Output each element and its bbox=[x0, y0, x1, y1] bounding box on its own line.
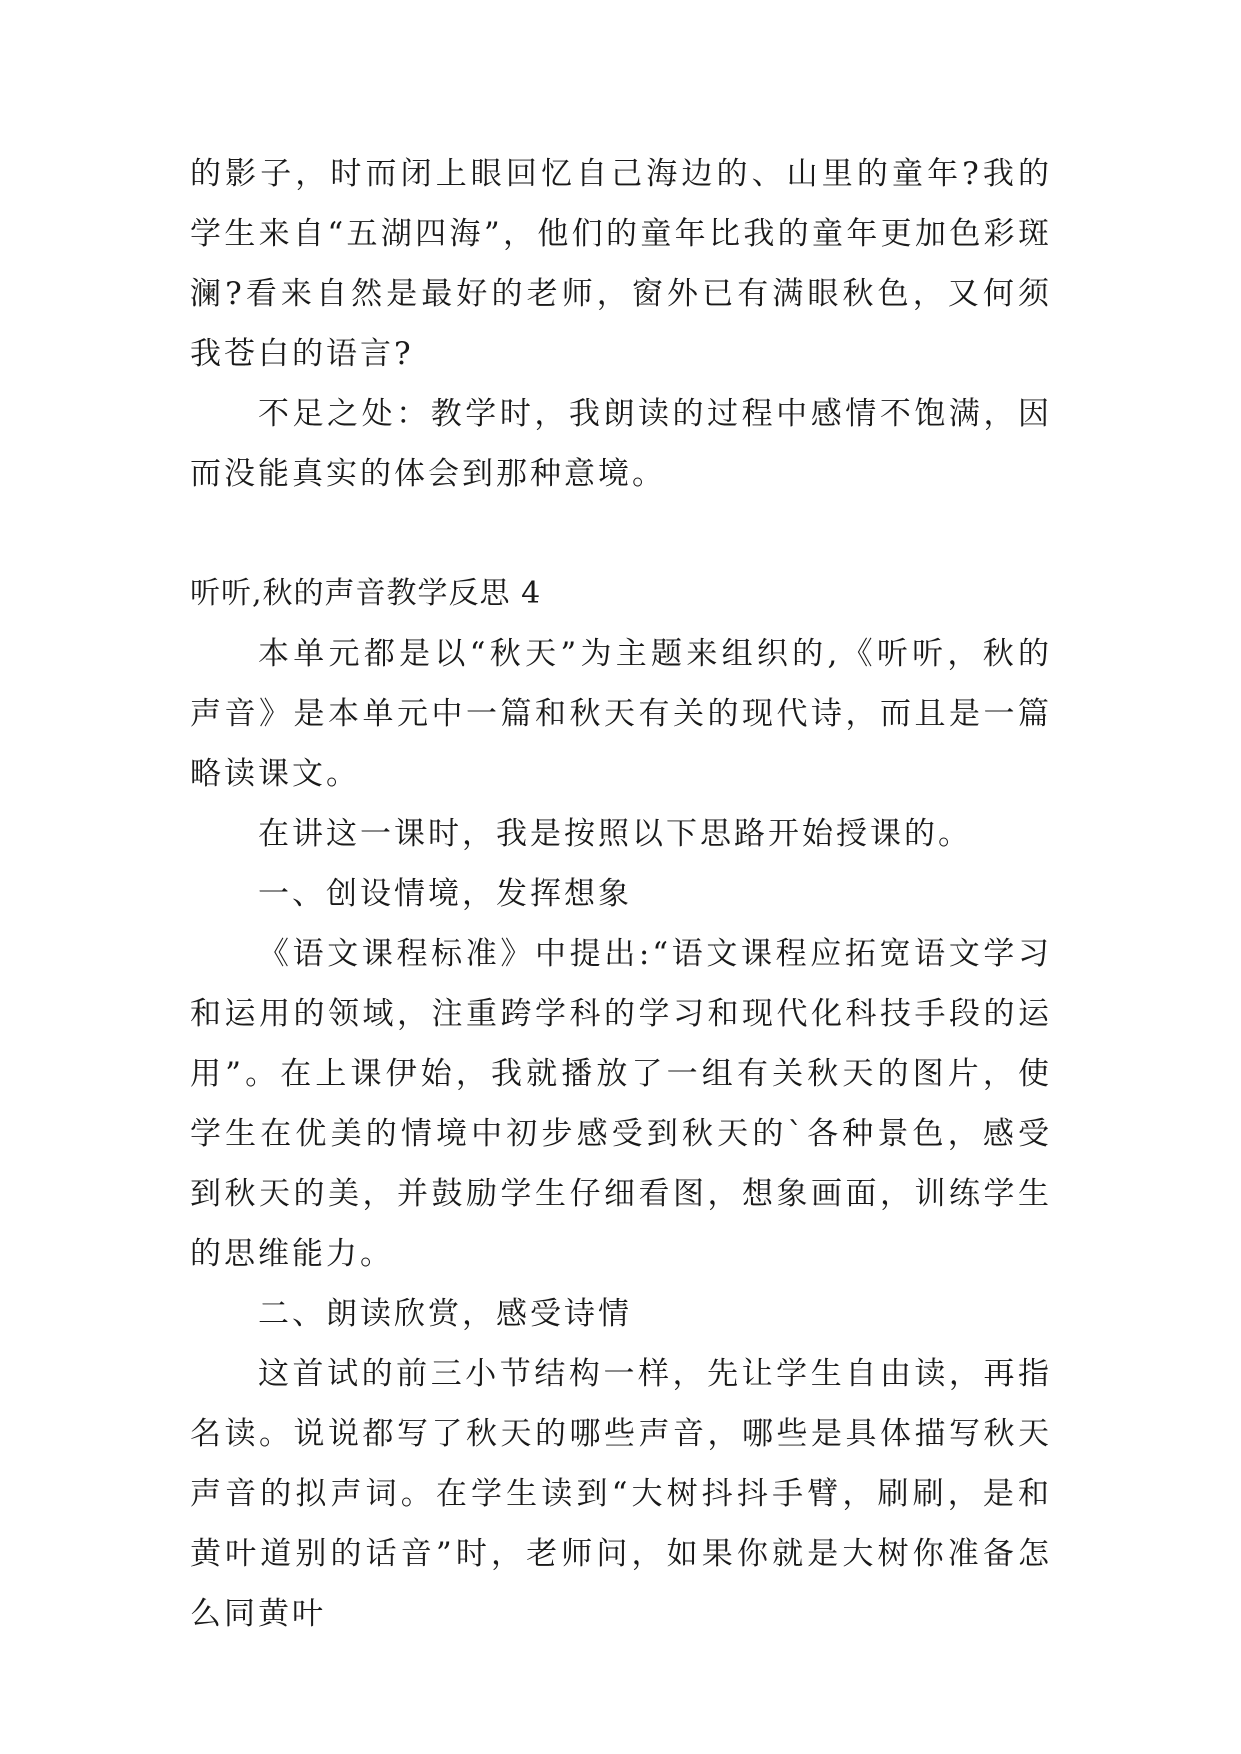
subheading-step-1: 一、创设情境，发挥想象 bbox=[258, 876, 632, 912]
text-block-section-4 bbox=[190, 564, 1052, 1644]
paragraph-continuation: 的影子，时而闭上眼回忆自己海边的、山里的童年?我的学生来自“五湖四海”，他们的童年比我的童年更加色彩斑澜?看来自然是最好的老师，窗外已有满眼秋色，又何须我苍白的语言? bbox=[190, 156, 1052, 372]
paragraph-reading-practice: 这首试的前三小节结构一样，先让学生自由读，再指名读。说说都写了秋天的哪些声音，哪些是具体描写秋天声音的拟声词。在学生读到“大树抖抖手臂，刷刷，是和黄叶道别的话音”时，老师问，如果你就是大树你准备怎么同黄叶 bbox=[190, 1356, 1052, 1632]
paragraph-teaching-approach: 在讲这一课时，我是按照以下思路开始授课的。 bbox=[258, 816, 972, 852]
paragraph-shortcomings: 不足之处：教学时，我朗读的过程中感情不饱满，因而没能真实的体会到那种意境。 bbox=[190, 396, 1052, 492]
paragraph-curriculum-standard: 《语文课程标准》中提出:“语文课程应拓宽语文学习和运用的领域，注重跨学科的学习和现代化科技手段的运用”。在上课伊始，我就播放了一组有关秋天的图片，使学生在优美的情境中初步感受到秋天的`各种景色，感受到秋天的美，并鼓励学生仔细看图，想象画面，训练学生的思维能力。 bbox=[190, 936, 1052, 1272]
section-heading: 听听,秋的声音教学反思 4 bbox=[190, 576, 542, 611]
subheading-step-2: 二、朗读欣赏，感受诗情 bbox=[258, 1296, 632, 1332]
text-block-top bbox=[190, 144, 1052, 504]
paragraph-unit-intro: 本单元都是以“秋天”为主题来组织的,《听听，秋的声音》是本单元中一篇和秋天有关的现代诗，而且是一篇略读课文。 bbox=[190, 636, 1052, 792]
